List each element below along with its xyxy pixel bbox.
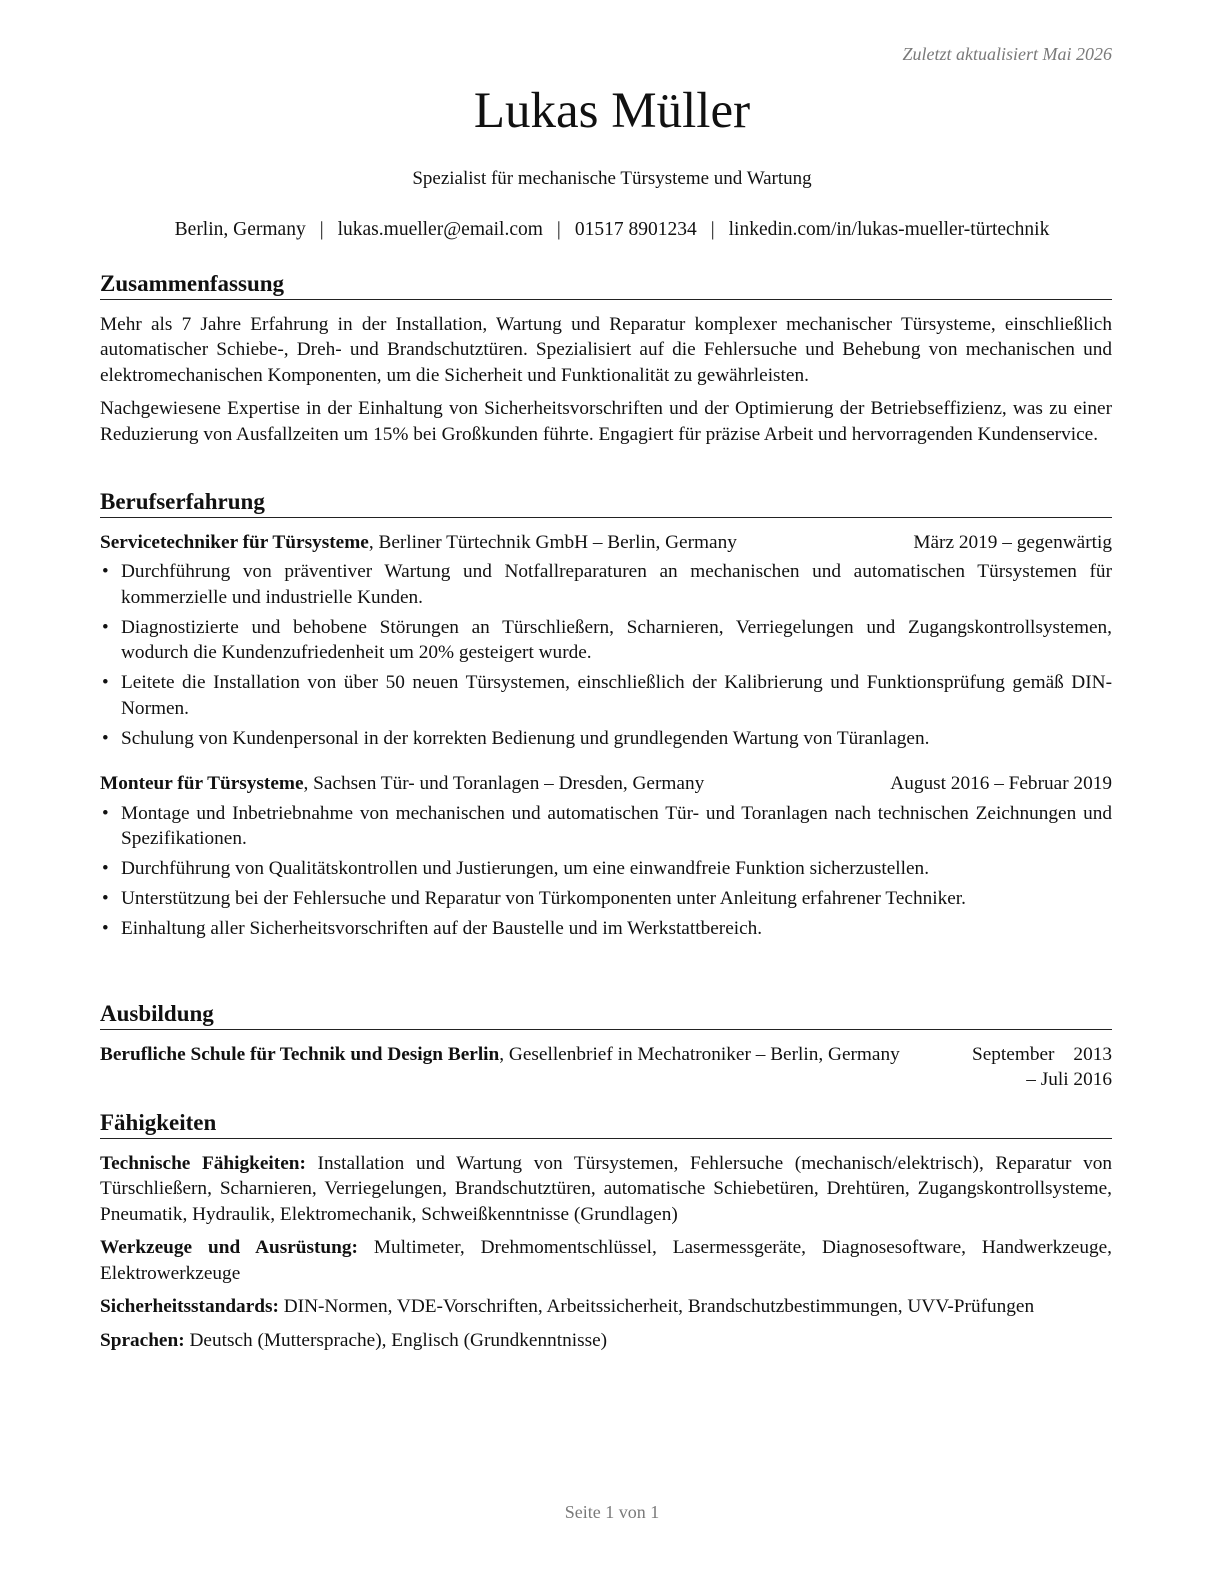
job-header	[100, 771, 1112, 797]
job-bullets	[100, 801, 1112, 942]
job-company: , Sachsen Tür- und Toranlagen – Dresden, Germany	[303, 773, 705, 795]
job-role: Servicetechniker für Türsysteme	[100, 531, 369, 553]
education-school: Berufliche Schule für Technik und Design Berlin	[100, 1043, 500, 1065]
contact-email[interactable]: lukas.mueller@email.com	[337, 219, 543, 240]
summary-paragraph: Mehr als 7 Jahre Erfahrung in der Installation, Wartung und Reparatur komplexer mechanischer Türsysteme, einschließlich automatischer Schiebe-, Dreh- und Brandschutztüren. Spezialisiert auf die Fehlersuche und Behebung von mechanischen und elektromechanischen Komponenten, um die Sicherheit und Funktionalität zu gewährleisten.	[100, 313, 1112, 386]
job-dates: August 2016 – Februar 2019	[890, 773, 1112, 795]
job-dates: März 2019 – gegenwärtig	[913, 531, 1112, 553]
job-entry	[100, 771, 1112, 942]
skill-text: Installation und Wartung von Türsystemen, Fehlersuche (mechanisch/elektrisch), Reparatur von Türschließern, Scharnieren, Verriegelungen, Brandschutztüren, automatische Schiebetüren, Drehtüren, Zugangskontrollsysteme, Pneumatik, Hydraulik, Elektromechanik, Schweißkenntnisse (Grundlagen)	[100, 1152, 1112, 1225]
skill-group	[100, 1294, 1112, 1320]
section-title-skills: Fähigkeiten	[100, 1109, 1112, 1139]
job-bullets	[100, 559, 1112, 751]
section-title-summary: Zusammenfassung	[100, 270, 1112, 300]
list-item: • Diagnostizierte und behobene Störungen an Türschließern, Scharnieren, Verriegelungen und Zugangskontrollsystemen, wodurch die Kundenzufriedenheit um 20% gesteigert wurde.	[100, 615, 1112, 666]
section-title-education: Ausbildung	[100, 1000, 1112, 1030]
contact-phone: 01517 8901234	[574, 219, 697, 240]
list-item: • Durchführung von Qualitätskontrollen und Justierungen, um eine einwandfreie Funktion sicherzustellen.	[100, 856, 1112, 882]
skill-group	[100, 1151, 1112, 1228]
skill-group	[100, 1328, 1112, 1354]
list-item: • Einhaltung aller Sicherheitsvorschriften auf der Baustelle und im Werkstattbereich.	[100, 916, 1112, 942]
contact-separator: |	[710, 219, 715, 240]
contact-line	[0, 219, 1224, 241]
skill-label: Sicherheitsstandards:	[100, 1296, 279, 1318]
contact-separator: |	[556, 219, 561, 240]
experience-section	[100, 488, 1112, 946]
skill-group	[100, 1235, 1112, 1286]
candidate-headline: Spezialist für mechanische Türsysteme und Wartung	[412, 168, 812, 189]
list-item: • Leitete die Installation von über 50 neuen Türsystemen, einschließlich der Kalibrierung und Funktionsprüfung gemäß DIN-Normen.	[100, 670, 1112, 721]
last-updated: Zuletzt aktualisiert Mai 2026	[902, 44, 1112, 64]
job-role: Monteur für Türsysteme	[100, 773, 304, 795]
skill-text: Multimeter, Drehmomentschlüssel, Lasermessgeräte, Diagnosesoftware, Handwerkzeuge, Elektrowerkzeuge	[100, 1237, 1112, 1284]
job-header	[100, 530, 1112, 556]
list-item: • Durchführung von präventiver Wartung und Notfallreparaturen an mechanischen und automatischen Türsystemen für kommerzielle und industrielle Kunden.	[100, 559, 1112, 610]
skills-section	[100, 1109, 1112, 1361]
education-entry	[100, 1042, 1112, 1093]
skill-label: Technische Fähigkeiten:	[100, 1152, 306, 1174]
list-item: • Montage und Inbetriebnahme von mechanischen und automatischen Tür- und Toranlagen nach technischen Zeichnungen und Spezifikationen.	[100, 801, 1112, 852]
education-section	[100, 1000, 1112, 1093]
list-item: • Unterstützung bei der Fehlersuche und Reparatur von Türkomponenten unter Anleitung erfahrener Techniker.	[100, 886, 1112, 912]
job-entry	[100, 530, 1112, 752]
contact-location: Berlin, Germany	[174, 219, 306, 240]
contact-linkedin[interactable]: linkedin.com/in/lukas-mueller-türtechnik	[728, 219, 1050, 240]
skill-text: Deutsch (Muttersprache), Englisch (Grundkenntnisse)	[184, 1329, 608, 1351]
contact-separator: |	[319, 219, 324, 240]
job-company: , Berliner Türtechnik GmbH – Berlin, Germany	[368, 531, 737, 553]
summary-section	[100, 270, 1112, 455]
candidate-name: Lukas Müller	[473, 83, 751, 139]
education-degree: , Gesellenbrief in Mechatroniker – Berlin, Germany	[499, 1043, 900, 1065]
skill-label: Sprachen:	[100, 1329, 185, 1351]
summary-paragraph: Nachgewiesene Expertise in der Einhaltung von Sicherheitsvorschriften und der Optimierung der Betriebseffizienz, was zu einer Reduzierung von Ausfallzeiten um 15% bei Großkunden führte. Engagiert für präzise Arbeit und hervorragenden Kundenservice.	[100, 398, 1112, 445]
list-item: • Schulung von Kundenpersonal in der korrekten Bedienung und grundlegenden Wartung von Türanlagen.	[100, 726, 1112, 752]
skill-label: Werkzeuge und Ausrüstung:	[100, 1237, 358, 1259]
education-dates: September 2013 – Juli 2016	[972, 1043, 1112, 1091]
section-title-experience: Berufserfahrung	[100, 488, 1112, 518]
page-number: Seite 1 von 1	[564, 1502, 660, 1522]
skill-text: DIN-Normen, VDE-Vorschriften, Arbeitssicherheit, Brandschutzbestimmungen, UVV-Prüfungen	[278, 1296, 1035, 1318]
